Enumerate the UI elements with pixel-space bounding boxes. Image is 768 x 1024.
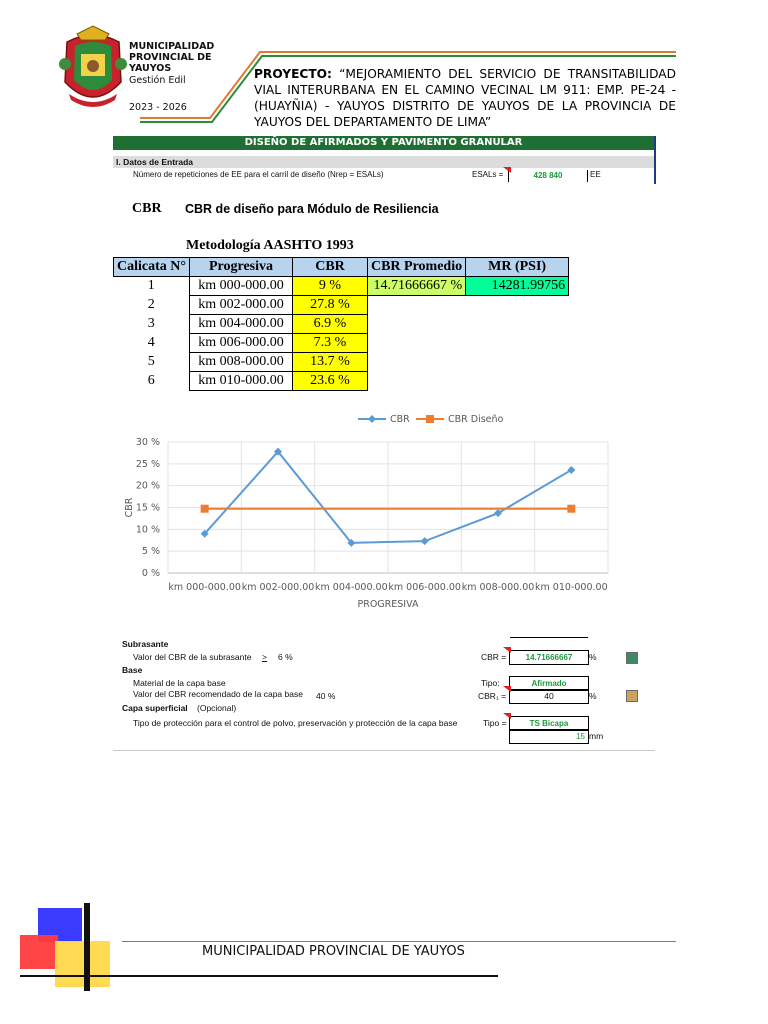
project-label: PROYECTO: (254, 67, 332, 81)
progresiva-cell: km 002-000.00 (189, 296, 292, 315)
x-tick-label: km 000-000.00 (168, 582, 241, 593)
x-tick-label: km 004-000.00 (315, 582, 388, 593)
footer-top-line (122, 941, 676, 942)
data-point-cbr (421, 537, 429, 545)
footer-vertical-bar (84, 903, 90, 991)
mr-cell: 14281.99756 (466, 277, 569, 296)
base-cbr-min: 40 % (316, 691, 336, 701)
calicata-number: 4 (147, 335, 155, 350)
header-progresiva: Progresiva (189, 258, 292, 277)
y-tick-label: 10 % (135, 524, 160, 536)
municipal-crest-logo (57, 24, 129, 116)
header-mr: MR (PSI) (466, 258, 569, 277)
cbr1-value-box (509, 689, 589, 704)
legend-marker-cbr-diseno (426, 415, 434, 423)
data-point-cbr-diseno (201, 505, 209, 513)
table-row (114, 315, 569, 334)
y-tick-label: 30 % (135, 437, 160, 448)
red-triangle-icon (503, 713, 511, 719)
thickness-box (509, 729, 589, 744)
cbr1-unit: % (589, 691, 597, 701)
y-tick-label: 20 % (135, 480, 160, 492)
x-tick-label: km 008-000.00 (461, 582, 535, 593)
capa-optional: (Opcional) (197, 703, 237, 713)
red-triangle-icon (503, 686, 511, 692)
calicata-number: 6 (147, 373, 155, 388)
progresiva-cell: km 008-000.00 (189, 353, 292, 372)
header-calicata: Calicata N° (114, 258, 190, 277)
progresiva-cell: km 010-000.00 (189, 372, 292, 391)
footer-deco-yellow (55, 941, 110, 987)
thickness-value: 15 (576, 732, 585, 741)
cbr-value-box (509, 650, 589, 665)
datos-entrada-band (113, 156, 654, 168)
progresiva-cell: km 006-000.00 (189, 334, 292, 353)
footer-bottom-line (20, 975, 498, 977)
footer-municipality-name: MUNICIPALIDAD PROVINCIAL DE YAUYOS (202, 944, 465, 959)
cbr-label: CBR = (481, 652, 507, 662)
tipo-label: Tipo: (481, 678, 500, 688)
subrasante-min: 6 % (278, 652, 293, 662)
legend-label-cbr: CBR (390, 414, 410, 425)
data-point-cbr-diseno (567, 505, 575, 513)
base-cbr-description: Valor del CBR recomendado de la capa base (133, 689, 303, 699)
cbr-cell: 9 % (292, 277, 367, 296)
table-row (114, 277, 569, 296)
esal-description: Número de repeticiones de EE para el carril de diseño (Nrep = ESALs) (133, 170, 384, 179)
capa-description: Tipo de protección para el control de polvo, preservación y protección de la capa base (133, 718, 458, 728)
tipo2-label: Tipo = (483, 718, 507, 728)
legend-marker-cbr (368, 415, 376, 423)
method-title: Metodología AASHTO 1993 (186, 238, 354, 253)
legend-label-cbr-diseno: CBR Diseño (448, 414, 504, 425)
cbr-cell: 23.6 % (292, 372, 367, 391)
cbr-value: 14.71666667 (525, 653, 573, 662)
calicata-number: 3 (147, 316, 155, 331)
cbr-cell: 6.9 % (292, 315, 367, 334)
y-tick-label: 0 % (141, 568, 160, 579)
x-axis-title: PROGRESIVA (357, 599, 419, 610)
x-tick-label: km 002-000.00 (241, 582, 315, 593)
subrasante-description: Valor del CBR de la subrasante (133, 652, 252, 662)
cbr-line-chart (108, 408, 658, 616)
table-row (114, 334, 569, 353)
base-title: Base (122, 665, 143, 675)
footer-deco-red (20, 935, 58, 969)
tipo2-value: TS Bicapa (529, 719, 569, 728)
cbr-cell: 27.8 % (292, 296, 367, 315)
project-description (254, 66, 676, 129)
status-icon-green (626, 652, 638, 664)
base-material-description: Material de la capa base (133, 678, 226, 688)
project-text: “MEJORAMIENTO DEL SERVICIO DE TRANSITABILIDAD VIAL INTERURBANA EN EL CAMINO VECINAL LM 911: EMP. PE-24 - (HUAYÑIA) - YAUYOS DISTRITO DE YAUYOS DE LA PROVINCIA DE YAUYOS DEL DEPARTAMENTO DE LIMA” (254, 67, 676, 129)
y-axis-title: CBR (124, 497, 135, 518)
esal-unit: EE (590, 170, 601, 179)
table-row (114, 353, 569, 372)
red-triangle-icon (503, 647, 511, 653)
esal-value-box (508, 170, 588, 182)
red-triangle-icon (503, 167, 511, 173)
x-tick-label: km 006-000.00 (388, 582, 461, 593)
calicata-number: 5 (147, 354, 155, 369)
header-cbr: CBR (292, 258, 367, 277)
status-icon-tan (626, 690, 638, 702)
calicata-number: 2 (147, 297, 155, 312)
y-tick-label: 25 % (135, 458, 160, 470)
cbr-table (113, 257, 569, 391)
table-row (114, 372, 569, 391)
esal-label: ESALs = (472, 170, 504, 179)
cbr-heading-title: CBR de diseño para Módulo de Resiliencia (185, 202, 439, 216)
muni-line-2: PROVINCIAL DE (129, 52, 212, 63)
capa-superficial-title: Capa superficial (122, 703, 188, 713)
thickness-unit: mm (589, 731, 604, 741)
section-divider (113, 750, 655, 751)
cbr-cell: 13.7 % (292, 353, 367, 372)
y-tick-label: 15 % (135, 502, 160, 514)
cbr-code: CBR (132, 201, 162, 216)
progresiva-cell: km 004-000.00 (189, 315, 292, 334)
calicata-number: 1 (147, 278, 155, 294)
design-banner-title: DISEÑO DE AFIRMADOS Y PAVIMENTO GRANULAR (113, 136, 654, 150)
period-years: 2023 - 2026 (129, 102, 187, 113)
muni-line-3: YAUYOS (129, 63, 172, 74)
x-tick-label: km 010-000.00 (535, 582, 608, 593)
section-datos-entrada: I. Datos de Entrada (116, 157, 193, 167)
y-tick-label: 5 % (141, 546, 160, 558)
cbr-promedio-cell: 14.71666667 % (367, 277, 465, 296)
cbr-cell: 7.3 % (292, 334, 367, 353)
esal-value: 428 840 (533, 171, 563, 180)
header-cbr-promedio: CBR Promedio (367, 258, 465, 277)
cbr1-value: 40 (544, 691, 554, 701)
banner-right-border (654, 136, 656, 184)
cbr-top-line (510, 637, 588, 638)
cbr-unit: % (589, 652, 597, 662)
table-header-row (114, 258, 569, 277)
subrasante-operator: > (262, 652, 267, 662)
table-row (114, 296, 569, 315)
gestion-edil: Gestión Edil (129, 75, 186, 86)
cbr1-label: CBR₁ = (478, 691, 507, 701)
tipo-value: Afirmado (531, 679, 567, 688)
progresiva-cell: km 000-000.00 (189, 277, 292, 296)
subrasante-title: Subrasante (122, 639, 169, 649)
muni-line-1: MUNICIPALIDAD (129, 41, 215, 52)
